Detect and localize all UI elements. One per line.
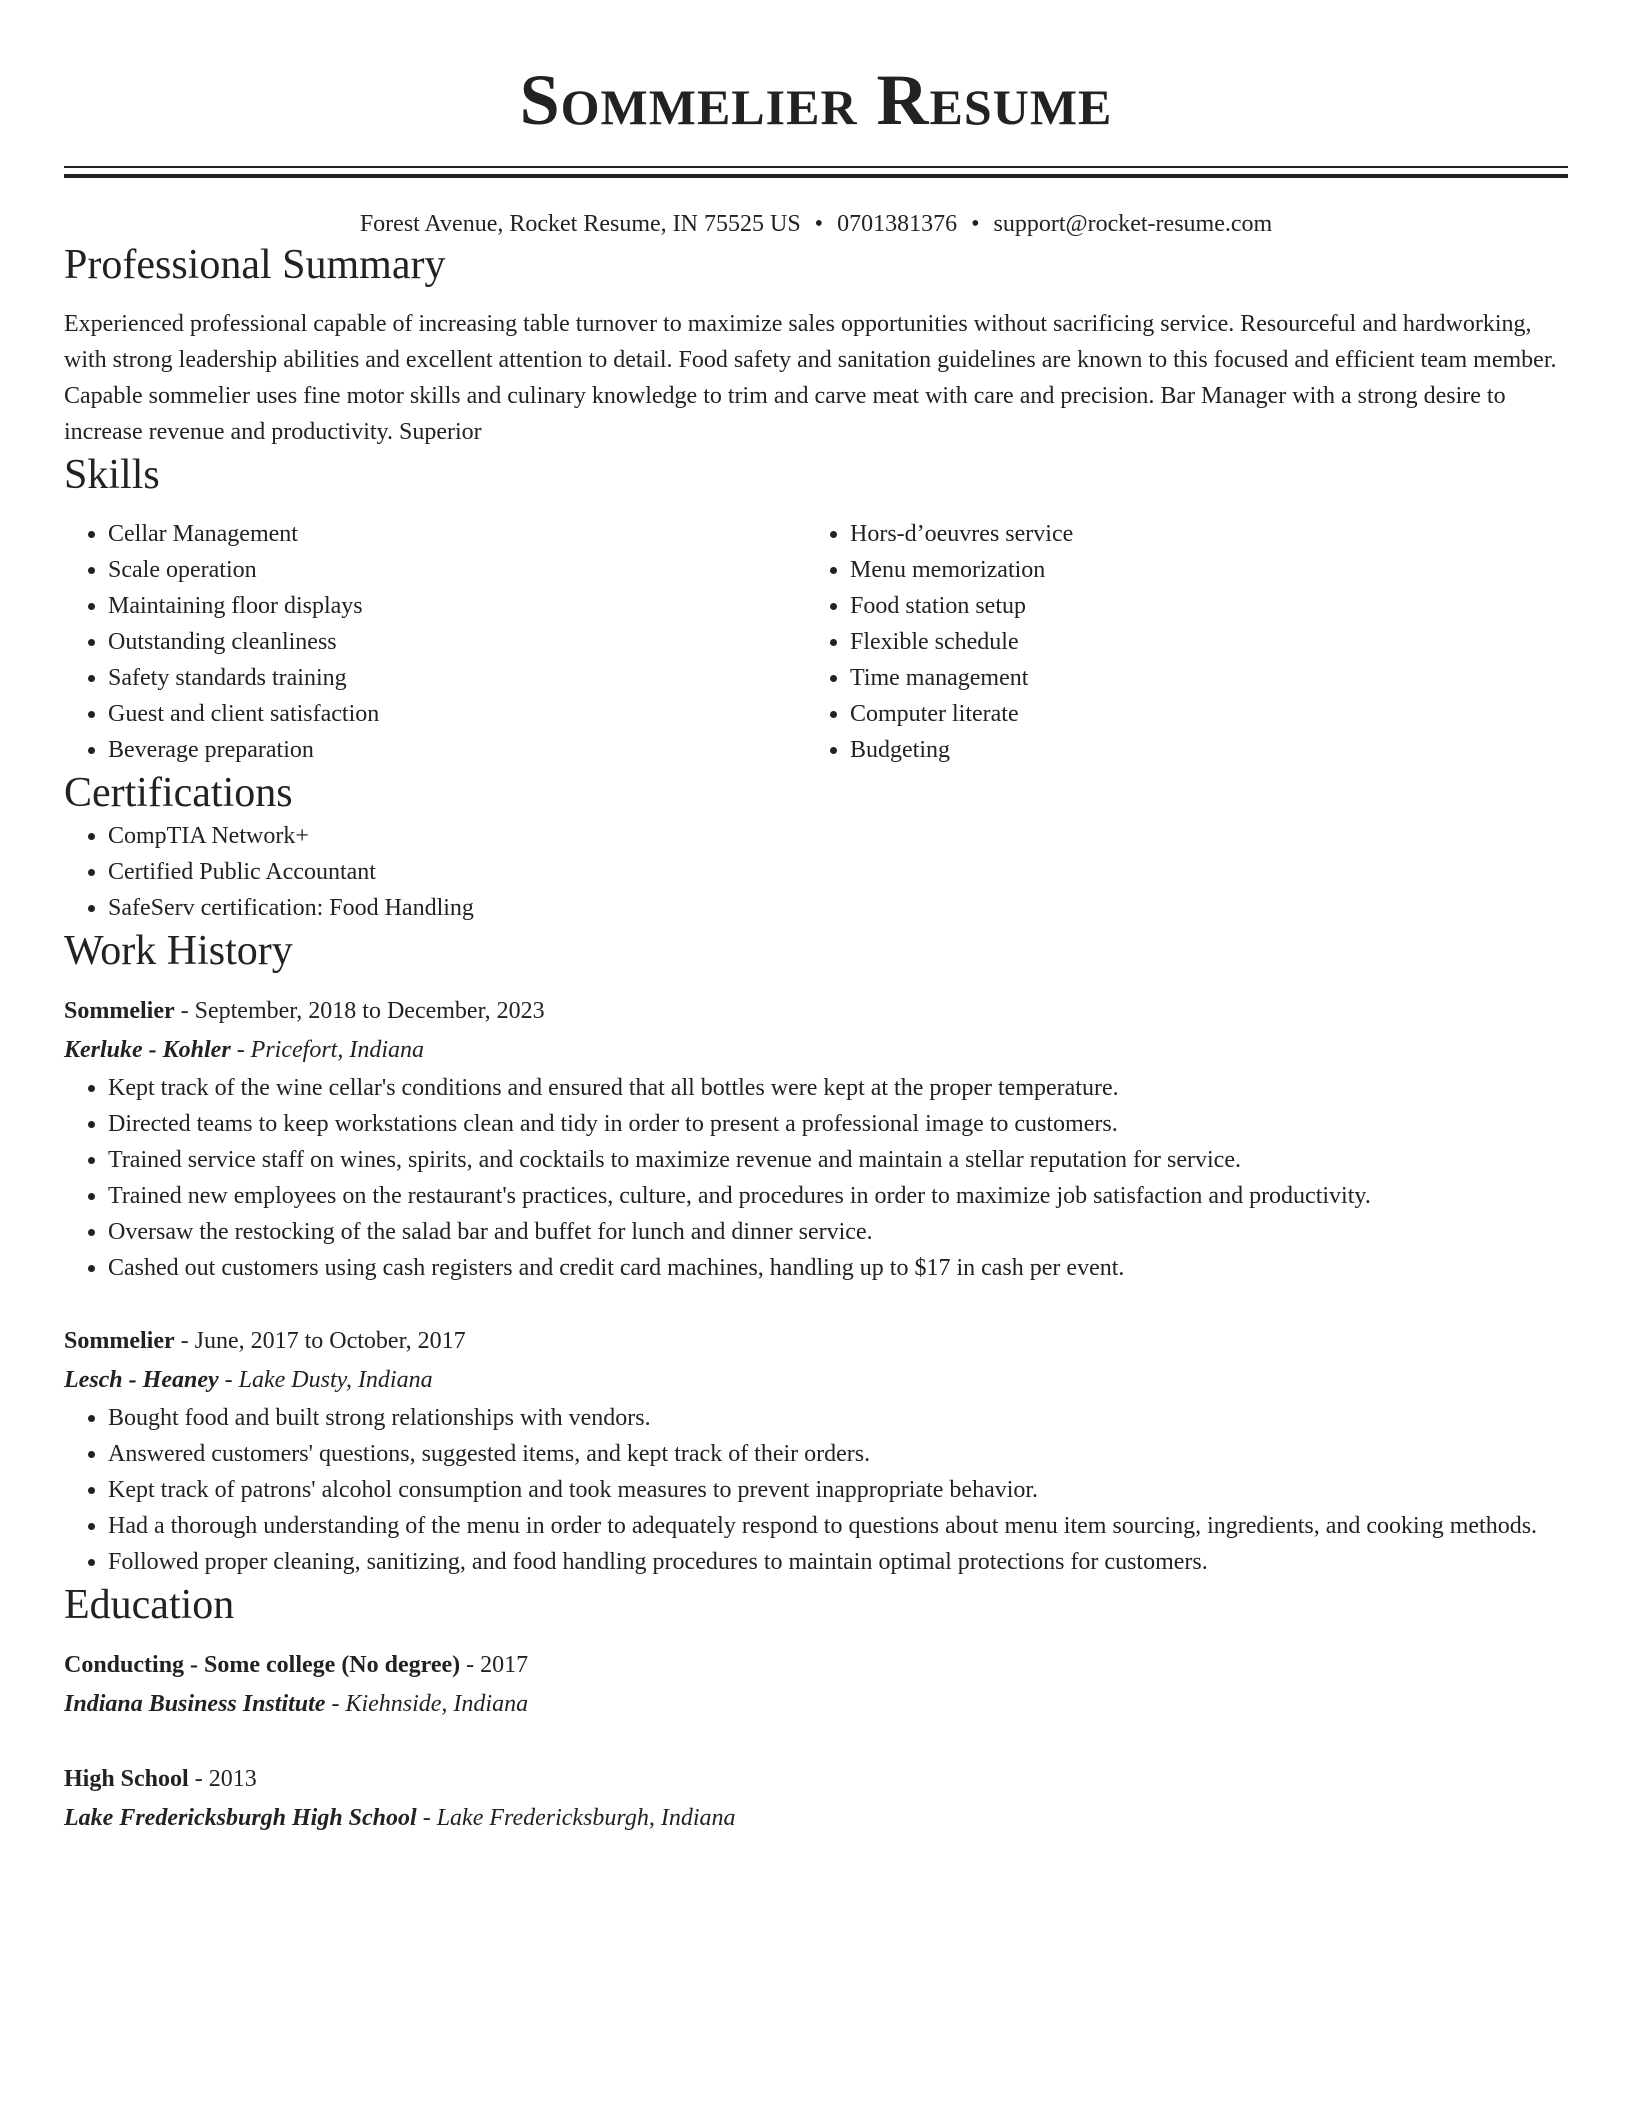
- skill-item: • Menu memorization: [850, 552, 1548, 588]
- skill-item: • Flexible schedule: [850, 624, 1548, 660]
- skill-item: • Outstanding cleanliness: [108, 624, 806, 660]
- job-title: Sommelier: [64, 998, 175, 1024]
- education-year: - 2017: [460, 1652, 529, 1678]
- summary-text: Experienced professional capable of increasing table turnover to maximize sales opportunities without sacrificing service. Resourceful and hardworking, with strong leadership abilities and excellent attention to detail. Food safety and sanitation guidelines are known to this focused and efficient team member. Capable sommelier uses fine motor skills and culinary knowledge to trim and carve meat with care and precision. Bar Manager with a strong desire to increase revenue and productivity. Superior: [64, 311, 1557, 445]
- job-duties-list: [64, 1400, 1568, 1580]
- education-degree: High School: [64, 1766, 189, 1792]
- education-year: - 2013: [188, 1766, 257, 1792]
- job-header: [64, 992, 1568, 1030]
- skills-list-left: [64, 516, 806, 768]
- education-location: - Kiehnside, Indiana: [325, 1691, 529, 1717]
- education-school-line: [64, 1798, 1568, 1838]
- contact-separator: •: [814, 211, 824, 237]
- education-degree: Conducting - Some college (No degree): [64, 1652, 461, 1678]
- certification-item: • SafeServ certification: Food Handling: [108, 890, 1568, 926]
- skills-column-left: [64, 516, 806, 768]
- certifications-list: [64, 818, 1568, 926]
- job-duty-item: • Followed proper cleaning, sanitizing, and food handling procedures to maintain optimal protections for customers.: [108, 1544, 1568, 1580]
- skill-item: • Guest and client satisfaction: [108, 696, 806, 732]
- education-header: [64, 1760, 1568, 1798]
- job-duty-item: • Directed teams to keep workstations clean and tidy in order to present a professional image to customers.: [108, 1106, 1568, 1142]
- job-company: Kerluke - Kohler: [64, 1037, 231, 1063]
- work-history-heading: Work History: [64, 928, 293, 974]
- title-divider: [64, 166, 1568, 178]
- skill-item: • Maintaining floor displays: [108, 588, 806, 624]
- job-duty-item: • Bought food and built strong relationships with vendors.: [108, 1400, 1568, 1436]
- job-duty-item: • Answered customers' questions, suggested items, and kept track of their orders.: [108, 1436, 1568, 1472]
- contact-line: [64, 208, 1568, 240]
- job-duty-item: • Cashed out customers using cash registers and credit card machines, handling up to $17 in cash per event.: [108, 1250, 1568, 1286]
- summary-heading: Professional Summary: [64, 242, 446, 288]
- skill-item: • Safety standards training: [108, 660, 806, 696]
- job-employer: [64, 1360, 1568, 1400]
- job-dates: - September, 2018 to December, 2023: [174, 998, 545, 1024]
- skill-item: • Budgeting: [850, 732, 1548, 768]
- certification-item: • Certified Public Accountant: [108, 854, 1568, 890]
- job-duty-item: • Had a thorough understanding of the menu in order to adequately respond to questions about menu item sourcing, ingredients, and cooking methods.: [108, 1508, 1568, 1544]
- job-location: - Lake Dusty, Indiana: [218, 1367, 433, 1393]
- education-school: Lake Fredericksburgh High School: [64, 1805, 417, 1831]
- job-duty-item: • Trained service staff on wines, spirits, and cocktails to maximize revenue and maintain a stellar reputation for service.: [108, 1142, 1568, 1178]
- job-duty-item: • Trained new employees on the restaurant's practices, culture, and procedures in order to maximize job satisfaction and productivity.: [108, 1178, 1568, 1214]
- skill-item: • Beverage preparation: [108, 732, 806, 768]
- job-company: Lesch - Heaney: [64, 1367, 219, 1393]
- skills-grid: [64, 516, 1568, 768]
- job-duty-item: • Kept track of patrons' alcohol consumption and took measures to prevent inappropriate behavior.: [108, 1472, 1568, 1508]
- education-location: - Lake Fredericksburgh, Indiana: [416, 1805, 736, 1831]
- skill-item: • Time management: [850, 660, 1548, 696]
- education-header: [64, 1646, 1568, 1684]
- job-title: Sommelier: [64, 1328, 175, 1354]
- skill-item: • Food station setup: [850, 588, 1548, 624]
- skills-column-right: [806, 516, 1548, 768]
- contact-phone: 0701381376: [837, 211, 958, 237]
- education-school: Indiana Business Institute: [64, 1691, 326, 1717]
- certification-item: • CompTIA Network+: [108, 818, 1568, 854]
- skill-item: • Scale operation: [108, 552, 806, 588]
- job-duty-item: • Oversaw the restocking of the salad bar and buffet for lunch and dinner service.: [108, 1214, 1568, 1250]
- education-heading: Education: [64, 1582, 235, 1628]
- skills-heading: Skills: [64, 452, 160, 498]
- job-location: - Pricefort, Indiana: [230, 1037, 424, 1063]
- skills-list-right: [806, 516, 1548, 768]
- job-employer: [64, 1030, 1568, 1070]
- certifications-heading: Certifications: [64, 770, 293, 816]
- resume-title: Sommelier Resume: [519, 60, 1113, 140]
- skill-item: • Computer literate: [850, 696, 1548, 732]
- skill-item: • Hors-d’oeuvres service: [850, 516, 1548, 552]
- contact-address: Forest Avenue, Rocket Resume, IN 75525 US: [359, 211, 801, 237]
- education-school-line: [64, 1684, 1568, 1724]
- skill-item: • Cellar Management: [108, 516, 806, 552]
- job-header: [64, 1322, 1568, 1360]
- job-duties-list: [64, 1070, 1568, 1286]
- contact-email: support@rocket-resume.com: [993, 211, 1273, 237]
- job-dates: - June, 2017 to October, 2017: [174, 1328, 466, 1354]
- job-duty-item: • Kept track of the wine cellar's conditions and ensured that all bottles were kept at the proper temperature.: [108, 1070, 1568, 1106]
- contact-separator: •: [971, 211, 980, 237]
